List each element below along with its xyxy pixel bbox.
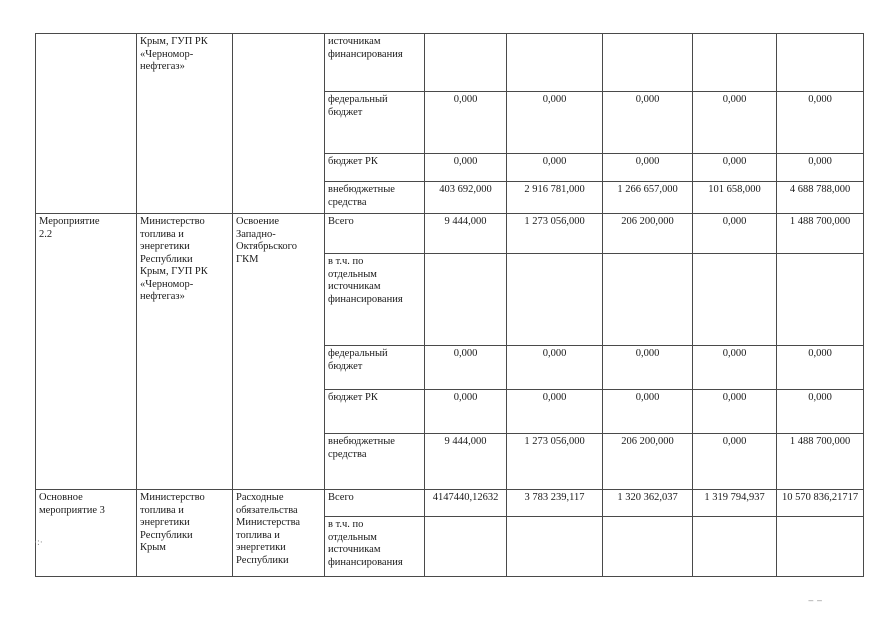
amount-cell: 2 916 781,000 — [507, 182, 603, 214]
amount-cell — [777, 517, 864, 577]
scan-noise-mark: ‒ ‒ — [808, 596, 823, 606]
amount-cell: 0,000 — [425, 154, 507, 182]
amount-cell — [603, 254, 693, 346]
scan-noise-mark: ·:· — [34, 538, 43, 548]
table-row — [36, 490, 864, 517]
amount-cell: 0,000 — [603, 92, 693, 154]
amount-cell: 0,000 — [507, 346, 603, 390]
measure-cell: Мероприятие 2.2 — [36, 214, 137, 490]
funding-source-cell: федеральный бюджет — [325, 92, 425, 154]
amount-cell: 0,000 — [693, 92, 777, 154]
amount-cell — [603, 34, 693, 92]
amount-cell: 0,000 — [777, 154, 864, 182]
amount-cell: 1 488 700,000 — [777, 434, 864, 490]
amount-cell: 206 200,000 — [603, 214, 693, 254]
amount-cell — [507, 254, 603, 346]
description-cell — [233, 34, 325, 214]
amount-cell: 1 320 362,037 — [603, 490, 693, 517]
funding-source-cell: в т.ч. по отдельным источникам финансирования — [325, 254, 425, 346]
amount-cell — [507, 517, 603, 577]
amount-cell: 0,000 — [693, 434, 777, 490]
amount-cell — [693, 254, 777, 346]
amount-cell: 1 488 700,000 — [777, 214, 864, 254]
measure-cell — [36, 34, 137, 214]
amount-cell: 9 444,000 — [425, 214, 507, 254]
amount-cell: 206 200,000 — [603, 434, 693, 490]
amount-cell: 101 658,000 — [693, 182, 777, 214]
table-row — [36, 34, 864, 92]
amount-cell: 0,000 — [425, 346, 507, 390]
amount-cell: 0,000 — [425, 92, 507, 154]
amount-cell: 1 273 056,000 — [507, 214, 603, 254]
amount-cell — [777, 34, 864, 92]
table-body — [36, 34, 864, 577]
funding-source-cell: в т.ч. по отдельным источникам финансирования — [325, 517, 425, 577]
amount-cell — [425, 34, 507, 92]
executor-cell: Министерство топлива и энергетики Республики Крым, ГУП РК «Черномор- нефтегаз» — [137, 214, 233, 490]
amount-cell — [693, 34, 777, 92]
amount-cell: 0,000 — [507, 390, 603, 434]
funding-source-cell: федеральный бюджет — [325, 346, 425, 390]
amount-cell: 10 570 836,21717 — [777, 490, 864, 517]
amount-cell — [693, 517, 777, 577]
amount-cell: 0,000 — [603, 154, 693, 182]
amount-cell: 4 688 788,000 — [777, 182, 864, 214]
measure-cell: Основное мероприятие 3 — [36, 490, 137, 577]
amount-cell: 0,000 — [425, 390, 507, 434]
executor-cell: Крым, ГУП РК «Черномор- нефтегаз» — [137, 34, 233, 214]
funding-source-cell: источникам финансирования — [325, 34, 425, 92]
description-cell: Освоение Западно- Октябрьского ГКМ — [233, 214, 325, 490]
amount-cell — [603, 517, 693, 577]
funding-source-cell: бюджет РК — [325, 154, 425, 182]
amount-cell: 0,000 — [507, 154, 603, 182]
amount-cell — [777, 254, 864, 346]
amount-cell: 1 266 657,000 — [603, 182, 693, 214]
amount-cell: 4147440,12632 — [425, 490, 507, 517]
description-cell: Расходные обязательства Министерства топлива и энергетики Республики — [233, 490, 325, 577]
amount-cell: 3 783 239,117 — [507, 490, 603, 517]
amount-cell: 0,000 — [693, 346, 777, 390]
funding-source-cell: Всего — [325, 214, 425, 254]
amount-cell: 0,000 — [693, 214, 777, 254]
amount-cell: 9 444,000 — [425, 434, 507, 490]
funding-source-cell: внебюджетные средства — [325, 182, 425, 214]
amount-cell: 403 692,000 — [425, 182, 507, 214]
amount-cell — [425, 517, 507, 577]
funding-source-cell: внебюджетные средства — [325, 434, 425, 490]
funding-source-cell: Всего — [325, 490, 425, 517]
amount-cell: 0,000 — [777, 390, 864, 434]
amount-cell: 0,000 — [603, 346, 693, 390]
amount-cell: 1 273 056,000 — [507, 434, 603, 490]
amount-cell — [425, 254, 507, 346]
amount-cell: 0,000 — [507, 92, 603, 154]
amount-cell: 0,000 — [693, 154, 777, 182]
amount-cell: 0,000 — [693, 390, 777, 434]
executor-cell: Министерство топлива и энергетики Республики Крым — [137, 490, 233, 577]
amount-cell: 0,000 — [777, 346, 864, 390]
funding-source-cell: бюджет РК — [325, 390, 425, 434]
amount-cell — [507, 34, 603, 92]
amount-cell: 1 319 794,937 — [693, 490, 777, 517]
amount-cell: 0,000 — [603, 390, 693, 434]
table-row — [36, 214, 864, 254]
amount-cell: 0,000 — [777, 92, 864, 154]
budget-table — [35, 33, 864, 577]
